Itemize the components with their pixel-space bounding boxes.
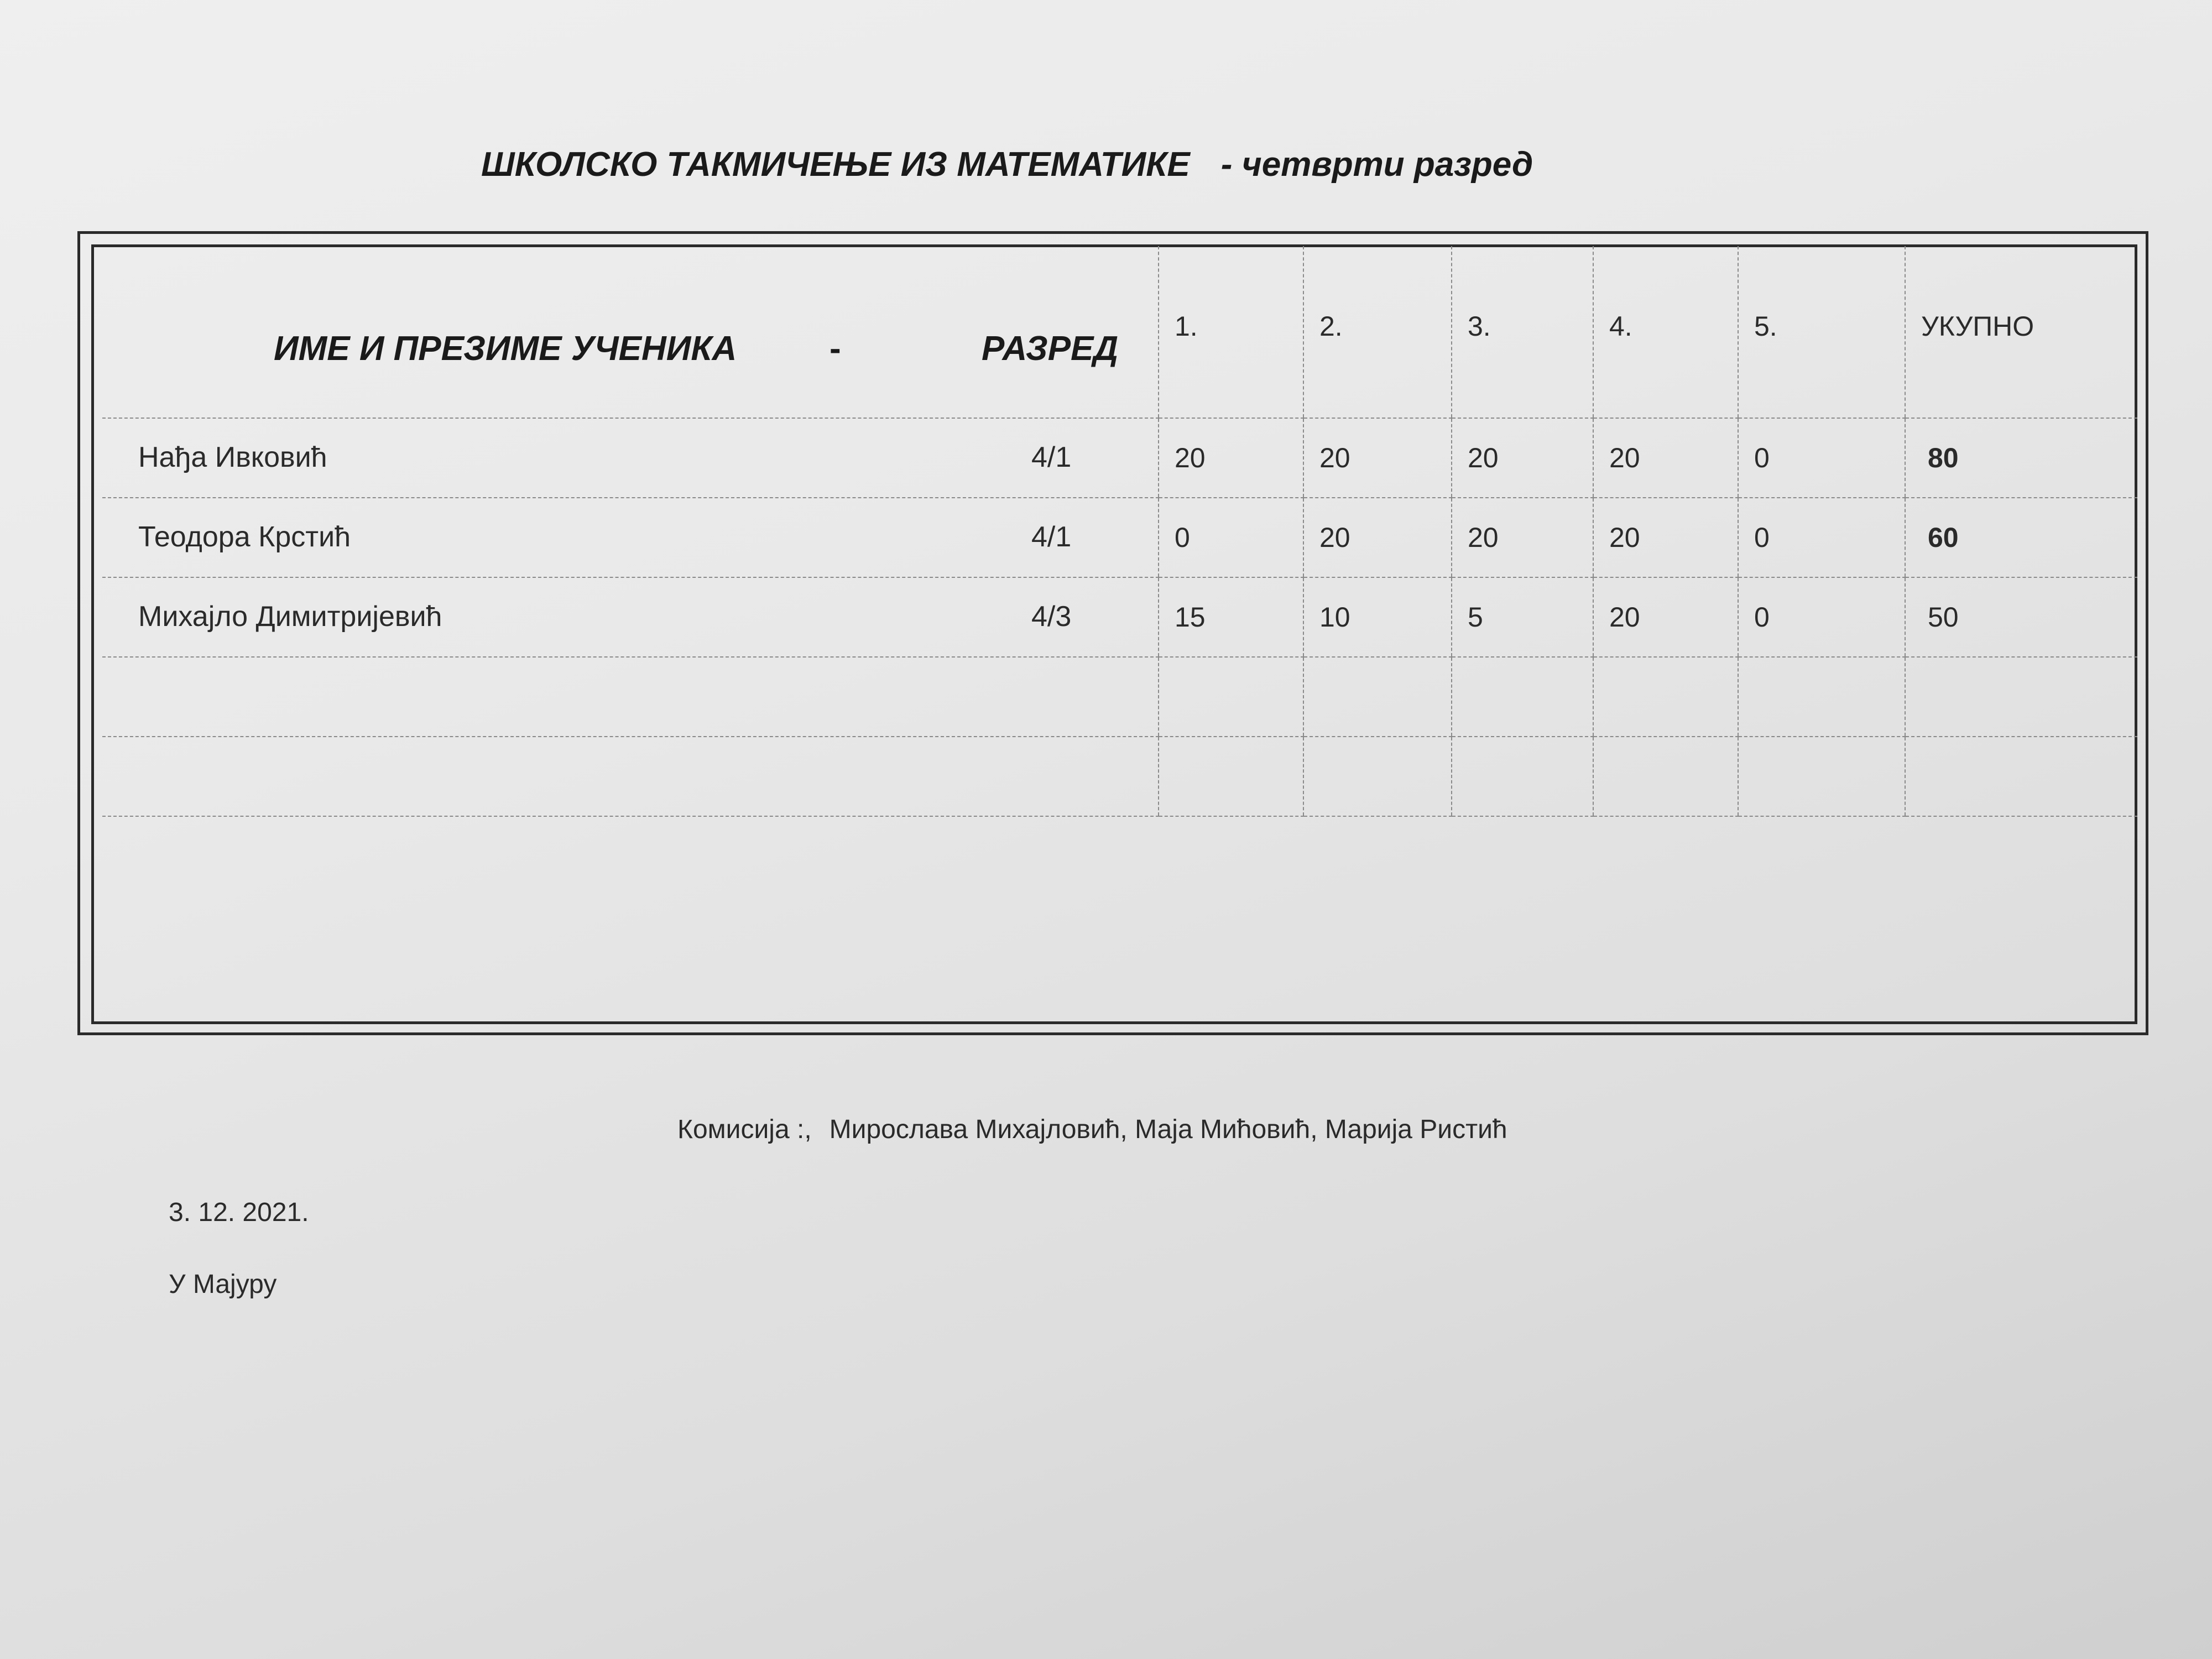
score-task-4: 20 <box>1593 418 1738 498</box>
score-task-2: 20 <box>1303 418 1452 498</box>
results-table <box>102 246 2137 817</box>
score-task-3: 20 <box>1452 498 1593 577</box>
table-row <box>102 418 2137 498</box>
student-class: 4/1 <box>1031 441 1072 473</box>
score-task-4: 20 <box>1593 498 1738 577</box>
header-grade-label: РАЗРЕД <box>982 330 1119 368</box>
score-task-3: 20 <box>1452 418 1593 498</box>
student-name: Михајло Димитријевић <box>138 601 442 633</box>
student-class: 4/3 <box>1031 601 1072 633</box>
student-name: Нађа Ивковић <box>138 441 327 473</box>
student-name: Теодора Крстић <box>138 521 351 553</box>
score-total: 80 <box>1905 418 2137 498</box>
committee-label: Комисија :, <box>677 1115 812 1144</box>
committee-line <box>677 1114 1507 1145</box>
empty-cell <box>1738 657 1905 737</box>
student-cell <box>102 577 1159 657</box>
table-row <box>102 498 2137 577</box>
student-cell <box>102 418 1159 498</box>
empty-cell <box>1159 657 1303 737</box>
document-title <box>481 145 1533 184</box>
empty-table-row <box>102 737 2137 816</box>
score-task-1: 0 <box>1159 498 1303 577</box>
score-task-3: 5 <box>1452 577 1593 657</box>
header-name-cell <box>102 246 1159 418</box>
empty-cell <box>1905 737 2137 816</box>
empty-cell <box>102 657 1159 737</box>
title-text: ШКОЛСКО ТАКМИЧЕЊЕ ИЗ МАТЕМАТИКЕ <box>481 145 1190 184</box>
header-task-2: 2. <box>1303 246 1452 418</box>
header-separator: - <box>830 330 841 368</box>
header-total: УКУПНО <box>1905 246 2137 418</box>
student-cell <box>102 498 1159 577</box>
empty-cell <box>1593 737 1738 816</box>
empty-cell <box>1303 737 1452 816</box>
score-task-4: 20 <box>1593 577 1738 657</box>
score-task-5: 0 <box>1738 418 1905 498</box>
header-name-label: ИМЕ И ПРЕЗИМЕ УЧЕНИКА <box>274 330 737 368</box>
empty-cell <box>1452 737 1593 816</box>
document-date: 3. 12. 2021. <box>169 1198 309 1227</box>
header-task-1: 1. <box>1159 246 1303 418</box>
empty-cell <box>1593 657 1738 737</box>
score-task-5: 0 <box>1738 577 1905 657</box>
empty-cell <box>1452 657 1593 737</box>
empty-cell <box>1303 657 1452 737</box>
score-total: 60 <box>1905 498 2137 577</box>
header-task-4: 4. <box>1593 246 1738 418</box>
score-task-2: 10 <box>1303 577 1452 657</box>
score-task-2: 20 <box>1303 498 1452 577</box>
header-task-5: 5. <box>1738 246 1905 418</box>
header-task-3: 3. <box>1452 246 1593 418</box>
empty-cell <box>102 737 1159 816</box>
student-class: 4/1 <box>1031 521 1072 553</box>
score-task-1: 20 <box>1159 418 1303 498</box>
title-grade: - четврти разред <box>1220 145 1533 184</box>
document-place: У Мајуру <box>169 1270 277 1299</box>
committee-names: Мирослава Михајловић, Маја Мићовић, Марија Ристић <box>829 1115 1507 1144</box>
score-total: 50 <box>1905 577 2137 657</box>
table-row <box>102 577 2137 657</box>
empty-cell <box>1159 737 1303 816</box>
score-task-5: 0 <box>1738 498 1905 577</box>
score-task-1: 15 <box>1159 577 1303 657</box>
table-header-row <box>102 246 2137 418</box>
empty-cell <box>1905 657 2137 737</box>
empty-cell <box>1738 737 1905 816</box>
empty-table-row <box>102 657 2137 737</box>
